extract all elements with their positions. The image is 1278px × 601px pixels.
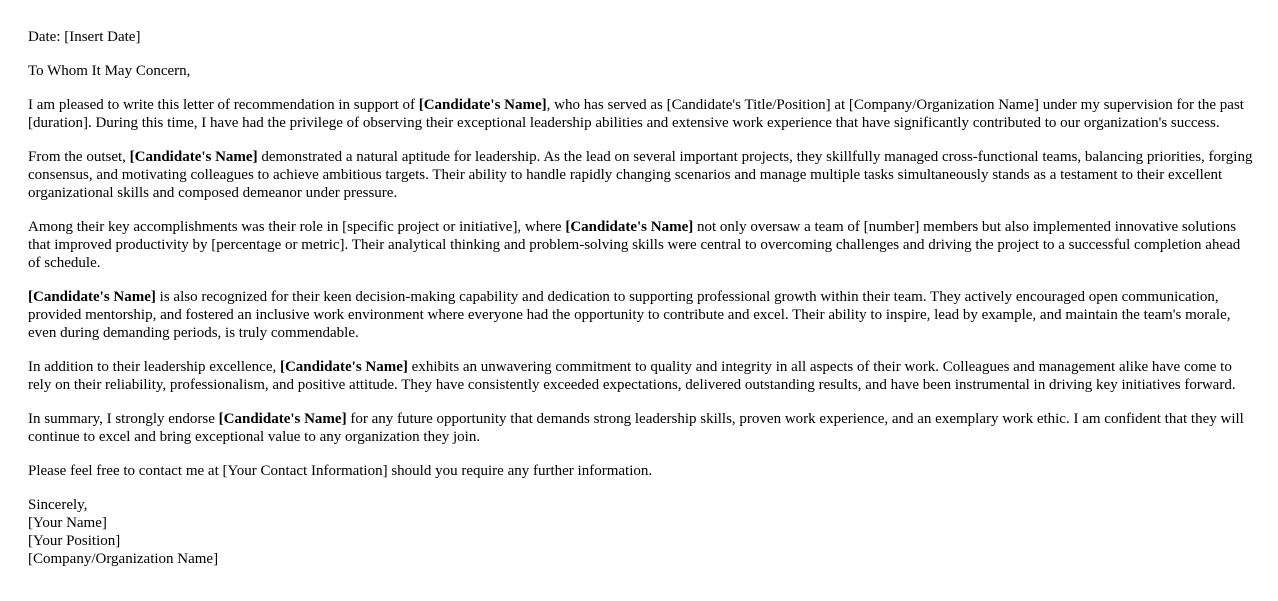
paragraph-text: From the outset,	[28, 149, 130, 165]
candidate-name: [Candidate's Name]	[565, 219, 694, 235]
paragraph-text: demonstrated a natural aptitude for leadership. As the lead on several important projects, they skillfully managed cross-functional teams, balancing priorities, forging consensus, and motivating colleagues to achieve ambitious targets. Their ability to handle rapidly changing scenarios and manage multiple tasks simultaneously stands as a testament to their excellent organizational skills and composed demeanor under pressure.	[28, 149, 1253, 201]
paragraph-decision-making	[28, 288, 1256, 342]
paragraph-text: not only oversaw a team of [number] members but also implemented innovative solutions that improved productivity by [percentage or metric]. Their analytical thinking and problem-solving skills were central to overcoming challenges and driving the project to a successful completion ahead of schedule.	[28, 219, 1241, 271]
paragraph-text: exhibits an unwavering commitment to quality and integrity in all aspects of their work. Colleagues and management alike have come to rely on their reliability, professionalism, and positive attitude. They have consistently exceeded expectations, delivered outstanding results, and have been instrumental in driving key initiatives forward.	[28, 359, 1236, 393]
paragraph-text: In summary, I strongly endorse	[28, 411, 219, 427]
paragraph-accomplishments	[28, 218, 1256, 272]
salutation: To Whom It May Concern,	[28, 63, 191, 79]
paragraph-leadership	[28, 148, 1256, 202]
candidate-name: [Candidate's Name]	[418, 97, 547, 113]
recommendation-letter	[28, 28, 1256, 568]
contact-line: Please feel free to contact me at [Your Contact Information] should you require any further information.	[28, 463, 653, 479]
paragraph-text: In addition to their leadership excellence,	[28, 359, 280, 375]
candidate-name: [Candidate's Name]	[28, 289, 156, 305]
paragraph-text: for any future opportunity that demands strong leadership skills, proven work experience, and an exemplary work ethic. I am confident that they will continue to excel and bring exceptional value to any organization they join.	[28, 411, 1244, 445]
candidate-name: [Candidate's Name]	[218, 411, 347, 427]
date-line: Date: [Insert Date]	[28, 29, 141, 45]
paragraph-intro	[28, 96, 1256, 132]
signer-position: [Your Position]	[28, 533, 121, 549]
sign-off: Sincerely,	[28, 497, 88, 513]
paragraph-text: , who has served as [Candidate's Title/Position] at [Company/Organization Name] under my supervision for the past [duration]. During this time, I have had the privilege of observing their exceptional leadership abilities and extensive work experience that have significantly contributed to our organization's success.	[28, 97, 1244, 131]
candidate-name: [Candidate's Name]	[129, 149, 258, 165]
paragraph-text: I am pleased to write this letter of recommendation in support of	[28, 97, 419, 113]
paragraph-summary	[28, 410, 1256, 446]
signature-block	[28, 496, 1256, 568]
paragraph-commitment	[28, 358, 1256, 394]
signer-organization: [Company/Organization Name]	[28, 551, 219, 567]
paragraph-text: Among their key accomplishments was their role in [specific project or initiative], where	[28, 219, 566, 235]
signer-name: [Your Name]	[28, 515, 107, 531]
paragraph-text: is also recognized for their keen decision-making capability and dedication to supporting professional growth within their team. They actively encouraged open communication, provided mentorship, and fostered an inclusive work environment where everyone had the opportunity to contribute and excel. Their ability to inspire, lead by example, and maintain the team's morale, even during demanding periods, is truly commendable.	[28, 289, 1231, 341]
candidate-name: [Candidate's Name]	[279, 359, 408, 375]
